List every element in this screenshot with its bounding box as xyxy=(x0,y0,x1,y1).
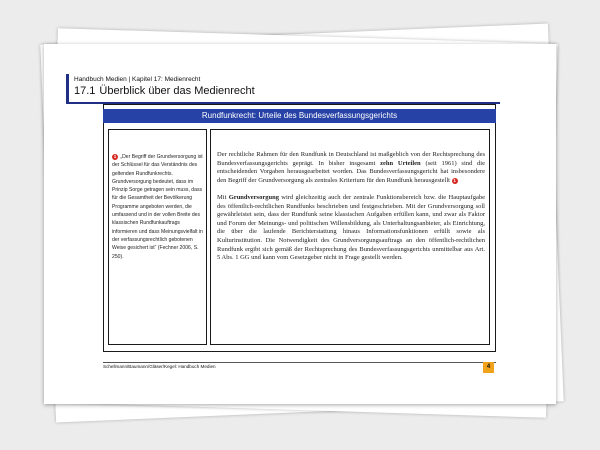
marker-number-icon: 1 xyxy=(453,177,456,183)
quote-text xyxy=(112,153,205,261)
paragraph-2 xyxy=(217,194,485,263)
body-text xyxy=(217,151,485,271)
p2-emphasis: Grundversorgung xyxy=(228,193,279,201)
p2-text-2: wird gleichzeitig auch der zentrale Funktionsbereich bzw. die Hauptaufgabe des öffentlich-rechtlichen Rundfunks beschrieben und festgeschrieben. Mit der Grundversorgung soll gewährleistet sein, dass der Rundfunk seine klassischen Aufgaben erfüllen kann, und zwar als Faktor und Forum der Meinungs- und politischen Willensbildung, als Unterhaltungsanbieter, als Einrichtung, die über die laufende Berichterstattung hinaus Informationsfunktionen erfüllt sowie als Kulturinstitution. Die Notwendigkeit des Grundversorgungsauftrags an den öffentlich-rechtlichen Rundfunk ergibt sich gemäß der Rechtsprechung des Bundesverfassungsgerichts unmittelbar aus Art. 5 Abs. 1 GG und kann vom Gesetzgeber nicht in Frage gestellt werden. xyxy=(217,193,485,262)
footer-authors: Schellmann/Baumann/Gläser/Kegel: Handbuch Medien xyxy=(103,364,216,369)
box-banner: Rundfunkrecht: Urteile des Bundesverfassungsgerichts xyxy=(103,109,496,123)
marker-number-icon: 1 xyxy=(113,154,117,159)
page-footer xyxy=(103,362,496,373)
p2-text: Mit xyxy=(217,193,229,201)
p1-emphasis: zehn Urteilen xyxy=(380,159,421,167)
p1-text-2: (seit 1961) sind die entscheidenden Vorgaben herausgearbeitet worden. Das Bundesverfassungsgericht hat insbesondere den Begriff der Grundversorgung als zentrales Kriterium für den Rundfunk herausgestellt xyxy=(217,159,485,184)
paragraph-1 xyxy=(217,151,485,185)
section-number: 17.1 xyxy=(74,85,96,97)
p1-text: Der rechtliche Rahmen für den Rundfunk in Deutschland ist maßgeblich von der Rechtsprechung des Bundesverfassungsgerichts geprägt. In bisher insgesamt xyxy=(217,151,485,167)
quote-body: „Der Begriff der Grundversorgung ist der Schlüssel für das Verständnis des geltenden Rundfunkrechts. Grundversorgung bedeutet, dass im Prinzip Sorge getragen sein muss, dass für die Gesamtheit der Bevölkerung Programme angeboten werden, die umfassend und in der vollen Breite des klassischen Rundfunkauftrags informieren und dass Meinungsvielfalt in der verfassungsrechtlich gebotenen Weise gesichert ist“ (Fechner 2006, S. 250). xyxy=(112,154,203,260)
page-header xyxy=(66,74,503,102)
breadcrumb: Handbuch Medien | Kapitel 17: Medienrecht xyxy=(74,76,201,83)
page-number-badge: 4 xyxy=(483,362,494,373)
section-title: Überblick über das Medienrecht xyxy=(99,85,255,97)
page-title xyxy=(74,85,255,97)
